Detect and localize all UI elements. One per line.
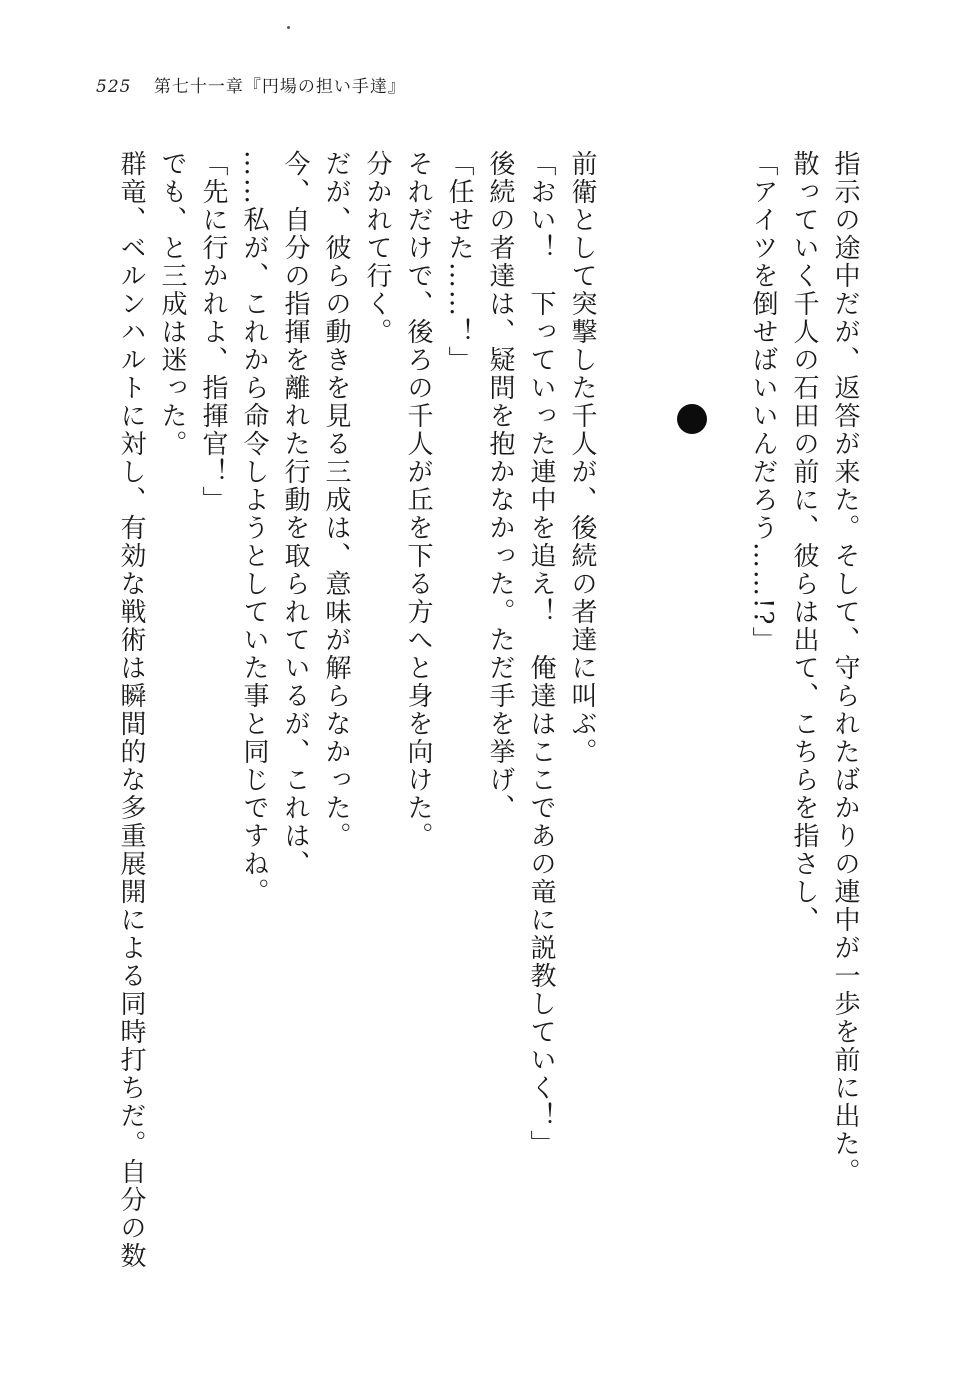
text-line: 分かれて行く。 [362,150,392,346]
text-line: 散っていく千人の石田の前に、彼らは出て、こちらを指さし、 [789,150,819,934]
text-line: 「任せた……！」 [444,150,474,374]
text-line: 「アイツを倒せばいいんだろう……!?」 [748,150,778,655]
text-line: 「おい！ 下っていった連中を追え！ 俺達はここであの竜に説教していく！」 [526,150,556,1158]
page-number: 525 [96,77,132,97]
text-line: だが、彼らの動きを見る三成は、意味が解らなかった。 [321,150,351,850]
page-header [96,72,406,97]
text-line: 指示の途中だが、返答が来た。そして、守られたばかりの連中が一歩を前に出た。 [830,150,860,1186]
text-line: 後続の者達は、疑問を抱かなかった。ただ手を挙げ、 [485,150,515,822]
text-line: 前衛として突撃した千人が、後続の者達に叫ぶ。 [567,150,597,766]
text-line: でも、と三成は迷った。 [157,150,187,458]
text-line: それだけで、後ろの千人が丘を下る方へと身を向けた。 [403,150,433,850]
text-line: ……私が、これから命令しようとしていた事と同じですね。 [239,150,269,906]
chapter-title: 第七十一章『円場の担い手達』 [153,77,406,97]
text-line: 群竜、ベルンハルトに対し、有効な戦術は瞬間的な多重展開による同時打ちだ。自分の数 [116,150,146,1270]
text-line: 今、自分の指揮を離れた行動を取られているが、これは、 [280,150,310,878]
scan-speck [287,26,290,29]
text-line: 「先に行かれよ、指揮官！」 [198,150,228,514]
body-text [116,150,865,1300]
